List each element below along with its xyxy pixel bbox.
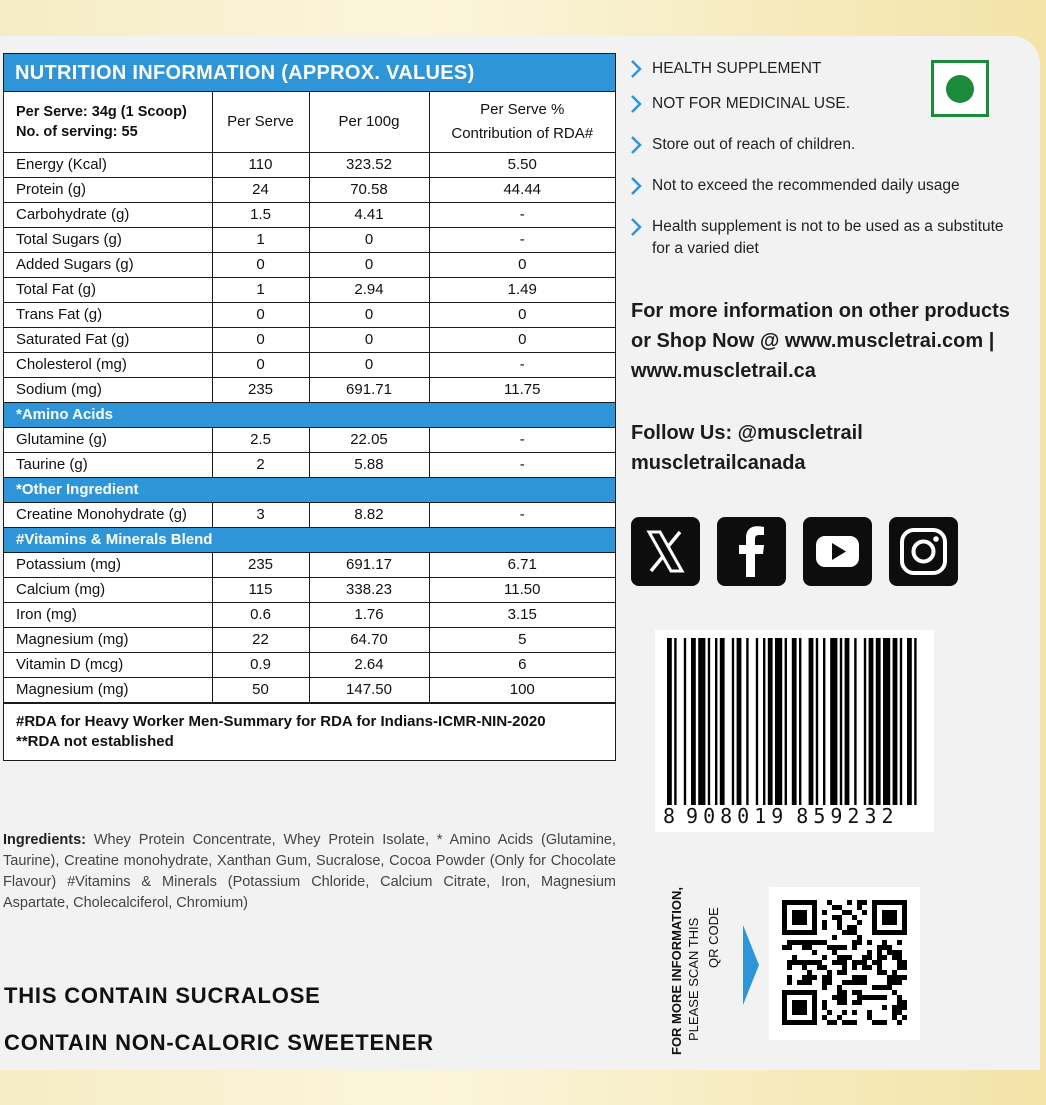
rda-value: - bbox=[429, 502, 615, 527]
nutrient-name: Taurine (g) bbox=[4, 452, 212, 477]
per-serve-value: 24 bbox=[212, 177, 309, 202]
per-100g-value: 22.05 bbox=[309, 427, 429, 452]
arrow-right-icon bbox=[741, 923, 761, 1007]
per-serve-value: 1 bbox=[212, 277, 309, 302]
follow-us-text: Follow Us: @muscletrail muscletrailcanada bbox=[631, 422, 863, 474]
qr-caption-line3: QR CODE bbox=[706, 907, 721, 968]
nutrient-name: Glutamine (g) bbox=[4, 427, 212, 452]
nutrient-name: Saturated Fat (g) bbox=[4, 327, 212, 352]
chevron-right-icon bbox=[630, 218, 642, 236]
sweetener-warning: CONTAIN NON-CALORIC SWEETENER bbox=[4, 1030, 434, 1055]
rda-value: 0 bbox=[429, 302, 615, 327]
table-row bbox=[4, 152, 615, 177]
rda-value: 1.49 bbox=[429, 277, 615, 302]
per-100g-value: 64.70 bbox=[309, 627, 429, 652]
table-row bbox=[4, 427, 615, 452]
youtube-icon[interactable] bbox=[803, 517, 872, 586]
table-row bbox=[4, 377, 615, 402]
note-item: HEALTH SUPPLEMENT bbox=[630, 58, 1020, 80]
nutrient-name: Carbohydrate (g) bbox=[4, 202, 212, 227]
per-serve-value: 110 bbox=[212, 152, 309, 177]
ingredients-text bbox=[3, 830, 616, 914]
qr-caption: FOR MORE INFORMATION, PLEASE SCAN THIS bbox=[669, 886, 701, 1055]
per-serve-value: 1.5 bbox=[212, 202, 309, 227]
nutrient-name: Potassium (mg) bbox=[4, 552, 212, 577]
per-serve-value: 3 bbox=[212, 502, 309, 527]
table-row bbox=[4, 252, 615, 277]
rda-value: 11.75 bbox=[429, 377, 615, 402]
rda-value: 5.50 bbox=[429, 152, 615, 177]
table-row bbox=[4, 677, 615, 702]
barcode-bars bbox=[655, 630, 934, 805]
rda-footnote: #RDA for Heavy Worker Men-Summary for RDA for Indians-ICMR-NIN-2020 **RDA not established bbox=[4, 703, 615, 760]
per-serve-value: 50 bbox=[212, 677, 309, 702]
nutrient-name: Creatine Monohydrate (g) bbox=[4, 502, 212, 527]
per-serve-value: 0 bbox=[212, 252, 309, 277]
ingredients-list: Whey Protein Concentrate, Whey Protein Isolate, * Amino Acids (Glutamine, Taurine), Creatine monohydrate, Xanthan Gum, Sucralose, Cocoa Powder (Only for Chocolate Flavour) #Vitamins & Minerals (Potassium Chloride, Calcium Citrate, Iron, Magnesium Aspartate, Cholecalciferol, Chromium) bbox=[3, 832, 616, 911]
section-vitamins-minerals-label: #Vitamins & Minerals Blend bbox=[4, 527, 615, 552]
barcode-number: 8 908019 859232 bbox=[663, 804, 899, 828]
table-row bbox=[4, 627, 615, 652]
barcode bbox=[655, 630, 934, 832]
rda-value: 100 bbox=[429, 677, 615, 702]
table-row bbox=[4, 652, 615, 677]
per-100g-value: 0 bbox=[309, 352, 429, 377]
per-100g-value: 5.88 bbox=[309, 452, 429, 477]
per-100g-value: 0 bbox=[309, 302, 429, 327]
nutrient-name: Calcium (mg) bbox=[4, 577, 212, 602]
table-row bbox=[4, 352, 615, 377]
note-item: Store out of reach of children. bbox=[630, 134, 1020, 156]
rda-value: 6 bbox=[429, 652, 615, 677]
chevron-right-icon bbox=[630, 95, 642, 113]
rda-value: 0 bbox=[429, 327, 615, 352]
table-header-row bbox=[4, 92, 615, 152]
table-row bbox=[4, 452, 615, 477]
col-rda: Per Serve % Contribution of RDA# bbox=[429, 92, 615, 152]
rda-value: - bbox=[429, 427, 615, 452]
per-100g-value: 147.50 bbox=[309, 677, 429, 702]
rda-value: 0 bbox=[429, 252, 615, 277]
per-100g-value: 8.82 bbox=[309, 502, 429, 527]
chevron-right-icon bbox=[630, 177, 642, 195]
qr-code[interactable] bbox=[769, 887, 920, 1040]
nutrient-name: Magnesium (mg) bbox=[4, 627, 212, 652]
per-100g-value: 1.76 bbox=[309, 602, 429, 627]
nutrient-name: Trans Fat (g) bbox=[4, 302, 212, 327]
table-row bbox=[4, 202, 615, 227]
per-serve-value: 2 bbox=[212, 452, 309, 477]
nutrient-name: Iron (mg) bbox=[4, 602, 212, 627]
more-info-text: For more information on other products or Shop Now @ www.muscletrai.com | www.muscletrail.ca bbox=[631, 300, 1010, 382]
nutrient-name: Energy (Kcal) bbox=[4, 152, 212, 177]
per-serve-value: 115 bbox=[212, 577, 309, 602]
per-serve-value: 235 bbox=[212, 377, 309, 402]
rda-value: - bbox=[429, 452, 615, 477]
nutrition-table bbox=[3, 53, 616, 761]
note-item: Not to exceed the recommended daily usage bbox=[630, 175, 1020, 197]
nutrient-name: Cholesterol (mg) bbox=[4, 352, 212, 377]
per-serve-value: 1 bbox=[212, 227, 309, 252]
nutrient-name: Added Sugars (g) bbox=[4, 252, 212, 277]
serving-info: Per Serve: 34g (1 Scoop) No. of serving: 55 bbox=[4, 92, 212, 152]
nutrient-name: Total Sugars (g) bbox=[4, 227, 212, 252]
vegetarian-mark-icon bbox=[931, 60, 989, 117]
nutrition-title: NUTRITION INFORMATION (APPROX. VALUES) bbox=[4, 54, 615, 92]
table-row bbox=[4, 302, 615, 327]
per-100g-value: 691.71 bbox=[309, 377, 429, 402]
chevron-right-icon bbox=[630, 60, 642, 78]
per-serve-value: 0.9 bbox=[212, 652, 309, 677]
nutrient-name: Magnesium (mg) bbox=[4, 677, 212, 702]
per-100g-value: 691.17 bbox=[309, 552, 429, 577]
per-100g-value: 2.64 bbox=[309, 652, 429, 677]
nutrient-name: Total Fat (g) bbox=[4, 277, 212, 302]
per-100g-value: 2.94 bbox=[309, 277, 429, 302]
per-serve-value: 0 bbox=[212, 302, 309, 327]
table-row bbox=[4, 577, 615, 602]
per-100g-value: 0 bbox=[309, 227, 429, 252]
section-amino-acids-label: *Amino Acids bbox=[4, 402, 615, 427]
rda-value: - bbox=[429, 352, 615, 377]
per-serve-value: 2.5 bbox=[212, 427, 309, 452]
section-other-ingredient-label: *Other Ingredient bbox=[4, 477, 615, 502]
nutrient-name: Vitamin D (mcg) bbox=[4, 652, 212, 677]
per-serve-value: 235 bbox=[212, 552, 309, 577]
x-icon[interactable] bbox=[631, 517, 700, 586]
per-100g-value: 70.58 bbox=[309, 177, 429, 202]
col-per-serve: Per Serve bbox=[212, 92, 309, 152]
per-100g-value: 0 bbox=[309, 327, 429, 352]
table-row bbox=[4, 327, 615, 352]
table-row bbox=[4, 502, 615, 527]
table-row bbox=[4, 277, 615, 302]
table-row bbox=[4, 552, 615, 577]
rda-value: - bbox=[429, 202, 615, 227]
table-row bbox=[4, 602, 615, 627]
nutrient-name: Protein (g) bbox=[4, 177, 212, 202]
per-100g-value: 323.52 bbox=[309, 152, 429, 177]
chevron-right-icon bbox=[630, 136, 642, 154]
instagram-icon[interactable] bbox=[889, 517, 958, 586]
rda-value: 11.50 bbox=[429, 577, 615, 602]
section-amino-acids bbox=[4, 402, 615, 427]
col-per-100g: Per 100g bbox=[309, 92, 429, 152]
sucralose-warning: THIS CONTAIN SUCRALOSE bbox=[4, 983, 321, 1008]
rda-value: 5 bbox=[429, 627, 615, 652]
rda-value: - bbox=[429, 227, 615, 252]
section-vitamins-minerals bbox=[4, 527, 615, 552]
table-row bbox=[4, 227, 615, 252]
per-100g-value: 4.41 bbox=[309, 202, 429, 227]
rda-value: 3.15 bbox=[429, 602, 615, 627]
note-item: Health supplement is not to be used as a substitute for a varied diet bbox=[630, 216, 1010, 260]
nutrition-grid bbox=[4, 92, 615, 703]
note-item: NOT FOR MEDICINAL USE. bbox=[630, 93, 1020, 115]
per-serve-value: 0 bbox=[212, 327, 309, 352]
nutrient-name: Sodium (mg) bbox=[4, 377, 212, 402]
table-row bbox=[4, 177, 615, 202]
ingredients-label: Ingredients: bbox=[3, 832, 86, 848]
per-serve-value: 22 bbox=[212, 627, 309, 652]
per-100g-value: 338.23 bbox=[309, 577, 429, 602]
section-other-ingredient bbox=[4, 477, 615, 502]
qr-code-pattern bbox=[769, 887, 920, 1040]
facebook-icon[interactable] bbox=[717, 517, 786, 586]
per-serve-value: 0.6 bbox=[212, 602, 309, 627]
rda-value: 6.71 bbox=[429, 552, 615, 577]
per-serve-value: 0 bbox=[212, 352, 309, 377]
rda-value: 44.44 bbox=[429, 177, 615, 202]
per-100g-value: 0 bbox=[309, 252, 429, 277]
